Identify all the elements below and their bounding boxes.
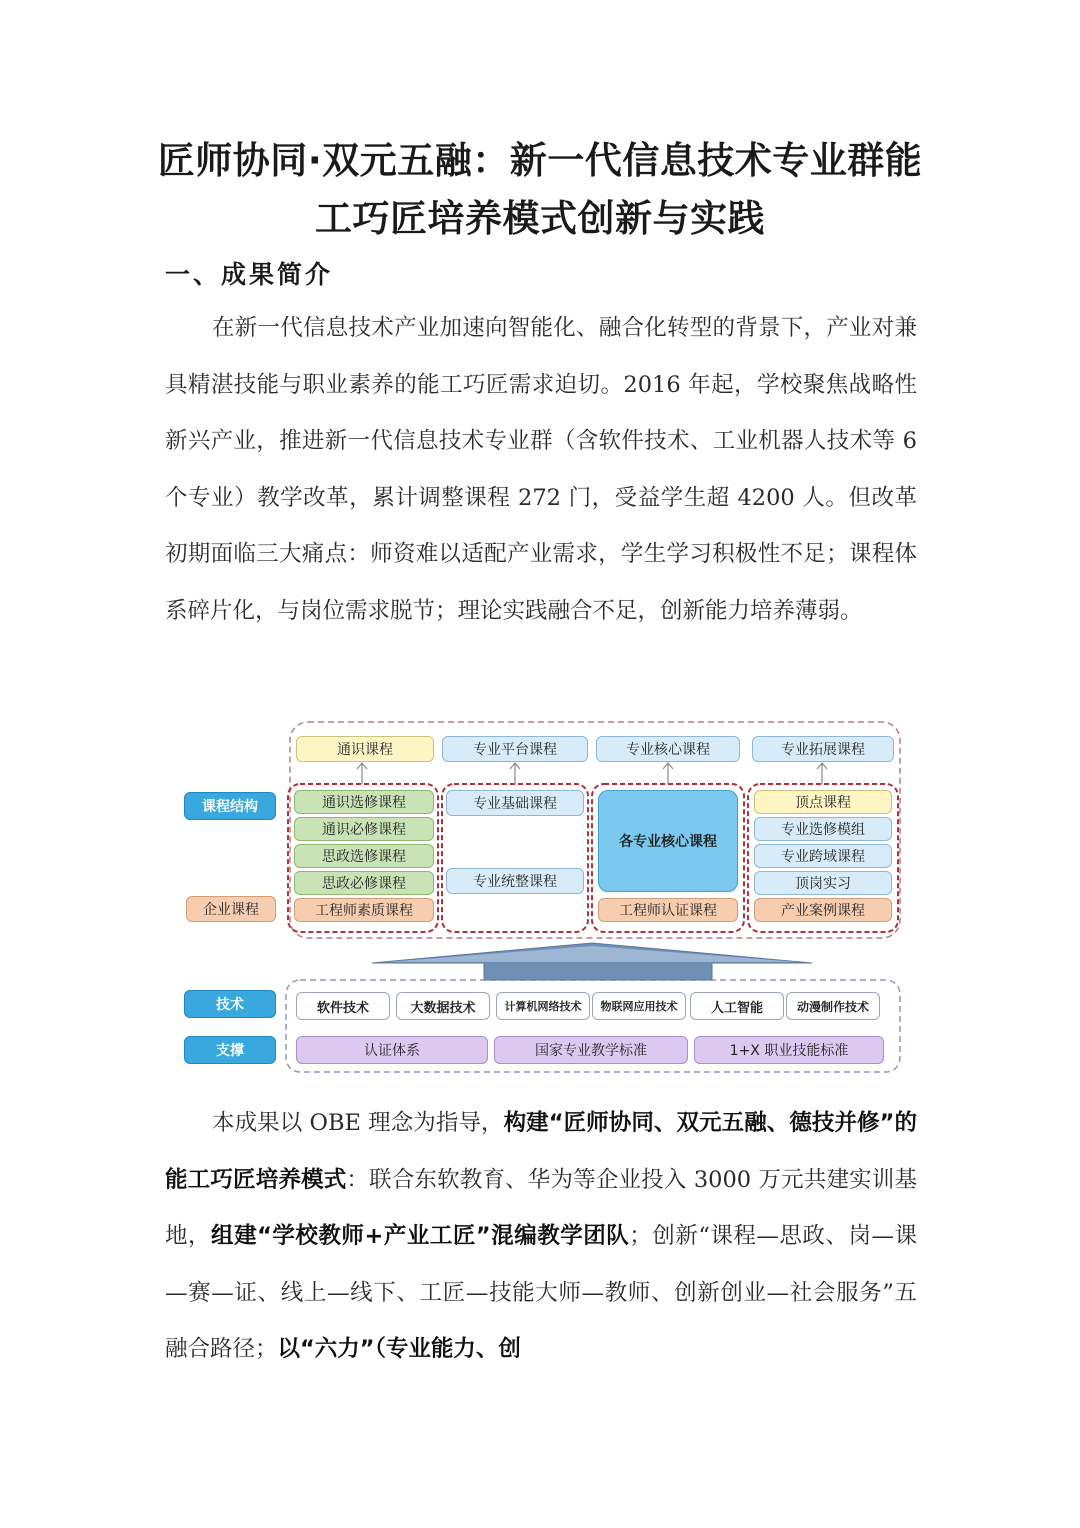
col3-item: 工程师认证课程 bbox=[598, 898, 738, 922]
p2-text-2: ：联合东软教育、华为等企业投入 3000 万元共建实训基地， bbox=[165, 1166, 917, 1249]
curriculum-diagram bbox=[172, 718, 908, 1080]
col4-item: 顶岗实习 bbox=[754, 871, 892, 895]
col1-item: 思政必修课程 bbox=[294, 871, 434, 895]
paragraph-achievement bbox=[165, 1095, 917, 1378]
title-line-1: 匠师协同·双元五融：新一代信息技术专业群能 bbox=[157, 139, 923, 182]
col4-item: 专业选修模组 bbox=[754, 817, 892, 841]
side-label-enterprise: 企业课程 bbox=[186, 896, 276, 922]
tech-item: 人工智能 bbox=[690, 992, 784, 1020]
tech-item: 动漫制作技术 bbox=[786, 992, 880, 1020]
p2-text-3: ；创新“课程—思政、岗—课—赛—证、线上—线下、工匠—技能大师—教师、创新创业—社会服务”五融合路径； bbox=[165, 1223, 917, 1362]
col1-item: 通识必修课程 bbox=[294, 817, 434, 841]
tech-item: 计算机网络技术 bbox=[496, 992, 590, 1020]
side-label-tech: 技术 bbox=[184, 990, 276, 1018]
paragraph-intro: 在新一代信息技术产业加速向智能化、融合化转型的背景下，产业对兼具精湛技能与职业素养的能工巧匠需求迫切。2016 年起，学校聚焦战略性新兴产业，推进新一代信息技术专业群（含软件技术、工业机器人技术等 6 个专业）教学改革，累计调整课程 272 门，受益学生超 4200 人。但改革初期面临三大痛点：师资难以适配产业需求，学生学习积极性不足；课程体系碎片化，与岗位需求脱节；理论实践融合不足，创新能力培养薄弱。 bbox=[165, 315, 917, 624]
document-title bbox=[150, 132, 930, 248]
tech-item: 大数据技术 bbox=[396, 992, 490, 1020]
top-extension-courses: 专业拓展课程 bbox=[752, 736, 894, 762]
col3-core-box: 各专业核心课程 bbox=[598, 790, 738, 892]
top-general-courses: 通识课程 bbox=[296, 736, 434, 762]
tech-item: 物联网应用技术 bbox=[592, 992, 686, 1020]
tech-item: 软件技术 bbox=[296, 992, 390, 1020]
col1-item: 通识选修课程 bbox=[294, 790, 434, 814]
top-core-courses: 专业核心课程 bbox=[596, 736, 740, 762]
col2-item: 专业统整课程 bbox=[446, 868, 584, 894]
support-item: 国家专业教学标准 bbox=[494, 1036, 688, 1064]
p2-text-1: 本成果以 OBE 理念为指导， bbox=[212, 1110, 504, 1136]
top-platform-courses: 专业平台课程 bbox=[442, 736, 588, 762]
support-item: 认证体系 bbox=[296, 1036, 488, 1064]
col2-item: 专业基础课程 bbox=[446, 790, 584, 816]
col4-item: 产业案例课程 bbox=[754, 898, 892, 922]
side-label-support: 支撑 bbox=[184, 1036, 276, 1064]
col4-item: 顶点课程 bbox=[754, 790, 892, 814]
p2-bold-1: 构建“匠师协同、双元五融、德技并修”的能工巧匠培养模式 bbox=[165, 1110, 917, 1193]
col1-item: 思政选修课程 bbox=[294, 844, 434, 868]
col1-item: 工程师素质课程 bbox=[294, 898, 434, 922]
support-item: 1+X 职业技能标准 bbox=[694, 1036, 884, 1064]
section-heading: 一、成果简介 bbox=[165, 260, 334, 289]
side-label-structure: 课程结构 bbox=[184, 792, 276, 820]
p2-bold-2: 组建“学校教师+产业工匠”混编教学团队 bbox=[211, 1223, 630, 1249]
col4-item: 专业跨域课程 bbox=[754, 844, 892, 868]
title-line-2: 工巧匠培养模式创新与实践 bbox=[315, 197, 765, 240]
p2-bold-3: 以“六力”（专业能力、创 bbox=[277, 1336, 521, 1362]
